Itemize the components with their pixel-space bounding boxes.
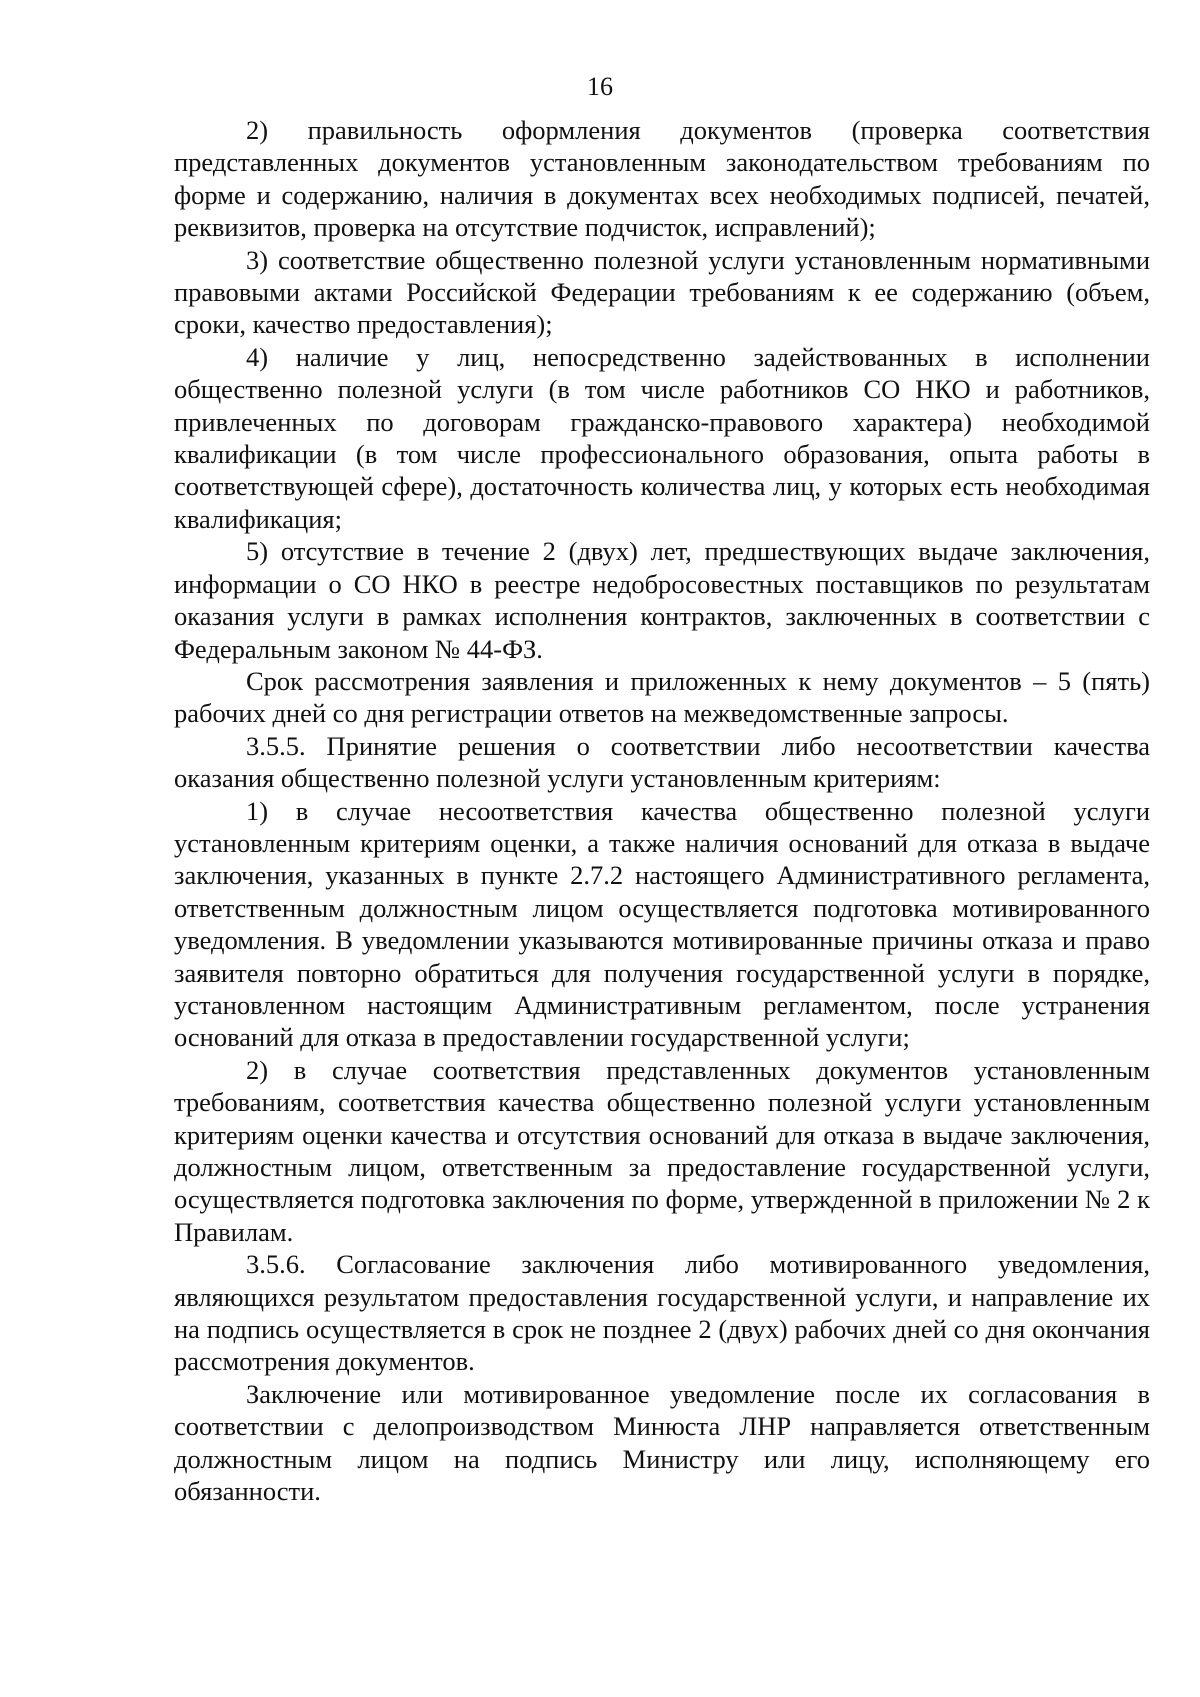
paragraph-item-3-service-compliance: 3) соответствие общественно полезной услуги установленным нормативными правовыми актами Российской Федерации требованиям к ее содержанию (объем, сроки, качество предоставления);	[174, 244, 1150, 340]
paragraph-case-compliance: 2) в случае соответствия представленных документов установленным требованиям, соответствия качества общественно полезной услуги установленным критериям оценки качества и отсутствия оснований для отказа в выдаче заключения, должностным лицом, ответственным за предоставление государственной услуги, осуществляется подготовка заключения по форме, утвержденной в приложении № 2 к Правилам.	[174, 1054, 1150, 1247]
paragraph-section-3-5-6: 3.5.6. Согласование заключения либо мотивированного уведомления, являющихся результатом предоставления государственной услуги, и направление их на подпись осуществляется в срок не позднее 2 (двух) рабочих дней со дня окончания рассмотрения документов.	[174, 1249, 1150, 1377]
paragraph-section-3-5-5: 3.5.5. Принятие решения о соответствии либо несоответствии качества оказания общественно полезной услуги установленным критериям:	[174, 730, 1150, 794]
paragraph-item-2-document-correctness: 2) правильность оформления документов (проверка соответствия представленных документов установленным законодательством требованиям по форме и содержанию, наличия в документах всех необходимых подписей, печатей, реквизитов, проверка на отсутствие подчисток, исправлений);	[174, 115, 1150, 243]
paragraph-item-5-supplier-registry: 5) отсутствие в течение 2 (двух) лет, предшествующих выдаче заключения, информации о СО НКО в реестре недобросовестных поставщиков по результатам оказания услуги в рамках исполнения контрактов, заключенных в соответствии с Федеральным законом № 44-ФЗ.	[174, 536, 1150, 664]
paragraph-item-4-staff-qualification: 4) наличие у лиц, непосредственно задействованных в исполнении общественно полезной услуги (в том числе работников СО НКО и работников, привлеченных по договорам гражданско-правового характера) необходимой квалификации (в том числе профессионального образования, опыта работы в соответствующей сфере), достаточность количества лиц, у которых есть необходимая квалификация;	[174, 341, 1150, 534]
page-number: 16	[587, 72, 613, 101]
paragraph-review-period: Срок рассмотрения заявления и приложенных к нему документов – 5 (пять) рабочих дней со дня регистрации ответов на межведомственные запросы.	[174, 665, 1150, 729]
document-body	[174, 114, 1150, 1507]
paragraph-case-noncompliance: 1) в случае несоответствия качества общественно полезной услуги установленным критериям оценки, а также наличия оснований для отказа в выдаче заключения, указанных в пункте 2.7.2 настоящего Административного регламента, ответственным должностным лицом осуществляется подготовка мотивированного уведомления. В уведомлении указываются мотивированные причины отказа и право заявителя повторно обратиться для получения государственной услуги в порядке, установленном настоящим Административным регламентом, после устранения оснований для отказа в предоставлении государственной услуги;	[174, 795, 1150, 1053]
paragraph-signing-procedure: Заключение или мотивированное уведомление после их согласования в соответствии с делопроизводством Минюста ЛНР направляется ответственным должностным лицом на подпись Министру или лицу, исполняющему его обязанности.	[174, 1378, 1150, 1507]
